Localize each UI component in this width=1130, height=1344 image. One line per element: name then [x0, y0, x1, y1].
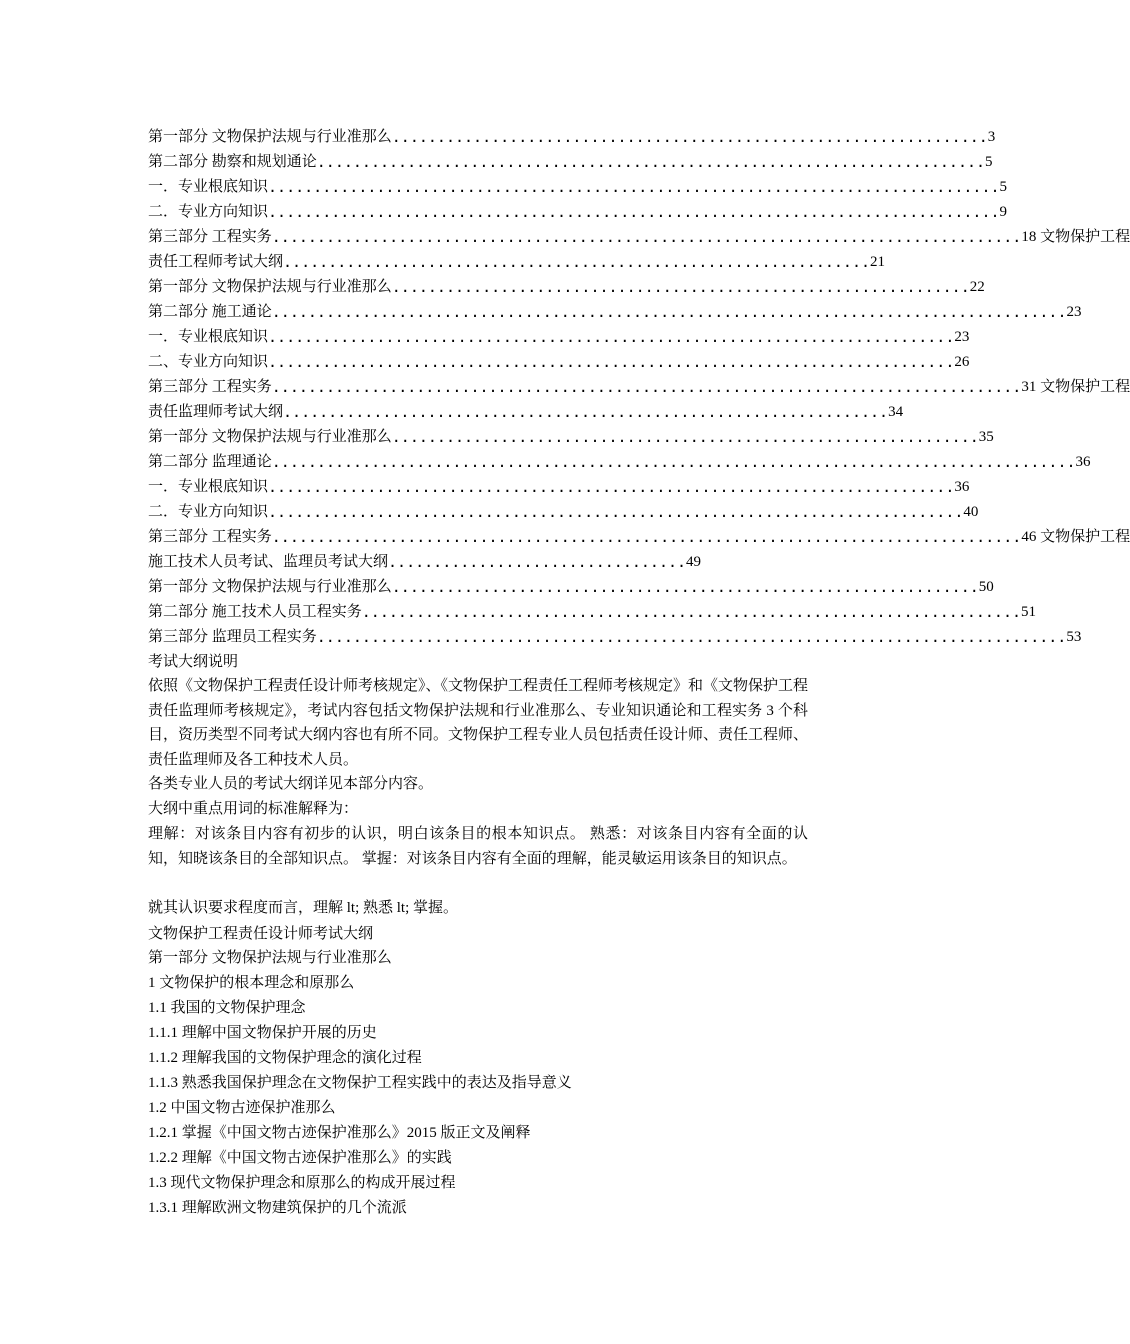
toc-leader-dots: ............................................................................. — [268, 503, 964, 521]
toc-leader-dots: ............................................................................ — [268, 328, 955, 346]
outline-item: 1.3 现代文物保护理念和原那么的构成开展过程 — [148, 1175, 456, 1191]
outline-item: 1.1.3 熟悉我国保护理念在文物保护工程实践中的表达及指导意义 — [148, 1075, 572, 1091]
toc-page-number: 51 — [1021, 604, 1037, 620]
toc-page-number: 35 — [978, 429, 994, 445]
toc-leader-dots: ............................................................................ — [268, 478, 955, 496]
toc-page-number: 3 — [987, 129, 996, 145]
toc-entry-title: 二．专业方向知识 — [148, 504, 269, 520]
toc-entry-title: 第一部分 文物保护法规与行业准那么 — [148, 279, 392, 295]
toc-entry-title: 施工技术人员考试、监理员考试大纲 — [148, 554, 389, 570]
toc-entry-title: 第三部分 工程实务 — [148, 529, 272, 545]
toc-entry-title: 第三部分 监理员工程实务 — [148, 629, 317, 645]
toc-leader-dots: ................................................................. — [391, 578, 979, 596]
toc-entry-title: 第二部分 监理通论 — [148, 454, 272, 470]
toc-page-number: 23 — [954, 329, 970, 345]
toc-entry-title: 二、专业方向知识 — [148, 354, 269, 370]
section-heading: 考试大纲说明 — [148, 654, 239, 670]
outline-item: 1.1 我国的文物保护理念 — [148, 1000, 306, 1016]
toc-entry-title: 第二部分 施工通论 — [148, 304, 272, 320]
toc-leader-dots: ................................................................................... — [271, 228, 1022, 246]
toc-entry-title: 第一部分 文物保护法规与行业准那么 — [148, 579, 392, 595]
body-paragraph: 理解：对该条目内容有初步的认识，明白该条目的根本知识点。 熟悉：对该条目内容有全面的认知，知晓该条目的全部知识点。 掌握：对该条目内容有全面的理解，能灵敏运用该条目的知识点。 — [148, 826, 808, 867]
toc-leader-dots: ................................................................................... — [271, 378, 1022, 396]
outline-item: 1.1.2 理解我国的文物保护理念的演化过程 — [148, 1050, 422, 1066]
toc-entry-title: 第一部分 文物保护法规与行业准那么 — [148, 129, 392, 145]
toc-entry[interactable] — [148, 252, 886, 272]
toc-page-number: 36 — [1075, 454, 1091, 470]
toc-entry[interactable] — [148, 427, 994, 447]
outline-item: 1 文物保护的根本理念和原那么 — [148, 975, 355, 991]
toc-entry-title: 一．专业根底知识 — [148, 179, 269, 195]
toc-leader-dots: ................................................................ — [391, 278, 970, 296]
toc-page-number: 5 — [985, 154, 993, 170]
toc-entry[interactable] — [148, 152, 993, 172]
toc-leader-dots: ........................................................................................ — [271, 303, 1067, 321]
toc-page-number: 34 — [888, 404, 904, 420]
toc-leader-dots: .................................................................. — [391, 128, 988, 146]
toc-page-number: 49 — [686, 554, 702, 570]
toc-page-number: 9 — [999, 204, 1008, 220]
toc-entry[interactable] — [148, 177, 1008, 197]
toc-leader-dots: ............................................................................ — [268, 353, 955, 371]
toc-page-number: 36 — [954, 479, 970, 495]
toc-leader-dots: ................................................................. — [391, 428, 979, 446]
outline-item: 1.2.1 掌握《中国文物古迹保护准那么》2015 版正文及阐释 — [148, 1125, 531, 1141]
toc-entry[interactable] — [148, 402, 904, 422]
toc-entry[interactable] — [148, 602, 1037, 622]
toc-entry[interactable] — [148, 627, 1082, 647]
toc-page-number: 5 — [999, 179, 1008, 195]
toc-entry[interactable] — [148, 227, 1130, 247]
toc-entry-title: 第二部分 勘察和规划通论 — [148, 154, 317, 170]
toc-entry[interactable] — [148, 552, 808, 572]
toc-entry-title: 责任监理师考试大纲 — [148, 404, 284, 420]
toc-entry[interactable] — [148, 327, 970, 347]
outline-item: 1.3.1 理解欧洲文物建筑保护的几个流派 — [148, 1200, 407, 1216]
toc-page-number: 26 — [954, 354, 970, 370]
toc-page-number: 46 文物保护工程 — [1021, 529, 1130, 545]
toc-entry[interactable] — [148, 502, 979, 522]
toc-leader-dots: ................................................................... — [283, 403, 889, 421]
toc-leader-dots: ................................. — [388, 553, 687, 571]
toc-entry[interactable] — [148, 452, 1091, 472]
toc-leader-dots: ................................................................................... — [316, 628, 1067, 646]
toc-entry-title: 第三部分 工程实务 — [148, 229, 272, 245]
toc-page-number: 23 — [1066, 304, 1082, 320]
toc-entry[interactable] — [148, 202, 1008, 222]
toc-entry-title: 第一部分 文物保护法规与行业准那么 — [148, 429, 392, 445]
toc-leader-dots: ......................................................................................... — [271, 453, 1076, 471]
toc-entry-title: 第二部分 施工技术人员工程实务 — [148, 604, 362, 620]
toc-page-number: 53 — [1066, 629, 1082, 645]
toc-page-number: 22 — [969, 279, 985, 295]
toc-entry-title: 第三部分 工程实务 — [148, 379, 272, 395]
toc-entry-title: 一．专业根底知识 — [148, 329, 269, 345]
toc-leader-dots: .......................................................................... — [316, 153, 986, 171]
toc-entry-title: 责任工程师考试大纲 — [148, 254, 284, 270]
toc-entry[interactable] — [148, 527, 1130, 547]
toc-entry[interactable] — [148, 477, 970, 497]
outline-item: 第一部分 文物保护法规与行业准那么 — [148, 950, 392, 966]
outline-item: 1.2 中国文物古迹保护准那么 — [148, 1100, 336, 1116]
toc-entry[interactable] — [148, 127, 996, 147]
body-paragraph: 大纲中重点用词的标准解释为： — [148, 801, 359, 817]
toc-entry[interactable] — [148, 377, 1130, 397]
toc-page-number: 50 — [978, 579, 994, 595]
toc-page-number: 31 文物保护工程 — [1021, 379, 1130, 395]
outline-item: 1.2.2 理解《中国文物古迹保护准那么》的实践 — [148, 1150, 452, 1166]
toc-entry[interactable] — [148, 302, 1082, 322]
toc-page-number: 40 — [963, 504, 979, 520]
body-paragraph: 就其认识要求程度而言，理解 lt; 熟悉 lt; 掌握。 — [148, 900, 459, 916]
toc-entry-title: 二．专业方向知识 — [148, 204, 269, 220]
body-paragraph: 文物保护工程责任设计师考试大纲 — [148, 926, 374, 942]
body-paragraph: 各类专业人员的考试大纲详见本部分内容。 — [148, 776, 434, 792]
toc-entry-title: 一．专业根底知识 — [148, 479, 269, 495]
toc-leader-dots: ................................................................................. — [268, 203, 1000, 221]
toc-entry[interactable] — [148, 277, 985, 297]
toc-leader-dots: ................................................................................... — [271, 528, 1022, 546]
toc-leader-dots: ................................................................................. — [268, 178, 1000, 196]
toc-entry[interactable] — [148, 352, 970, 372]
toc-page-number: 21 — [870, 254, 886, 270]
body-paragraph: 依照《文物保护工程责任设计师考核规定》、《文物保护工程责任工程师考核规定》和《文物保护工程责任监理师考核规定》，考试内容包括文物保护法规和行业准那么、专业知识通论和工程实务 3 个科目，资历类型不同考试大纲内容也有所不同。文物保护工程专业人员包括责任设计师、责任工程师、责任监理师及各工种技术人员。 — [148, 678, 809, 768]
toc-leader-dots: ................................................................. — [283, 253, 871, 271]
toc-page-number: 18 文物保护工程 — [1021, 229, 1130, 245]
toc-leader-dots: ......................................................................... — [361, 603, 1022, 621]
outline-item: 1.1.1 理解中国文物保护开展的历史 — [148, 1025, 377, 1041]
toc-entry[interactable] — [148, 577, 994, 597]
